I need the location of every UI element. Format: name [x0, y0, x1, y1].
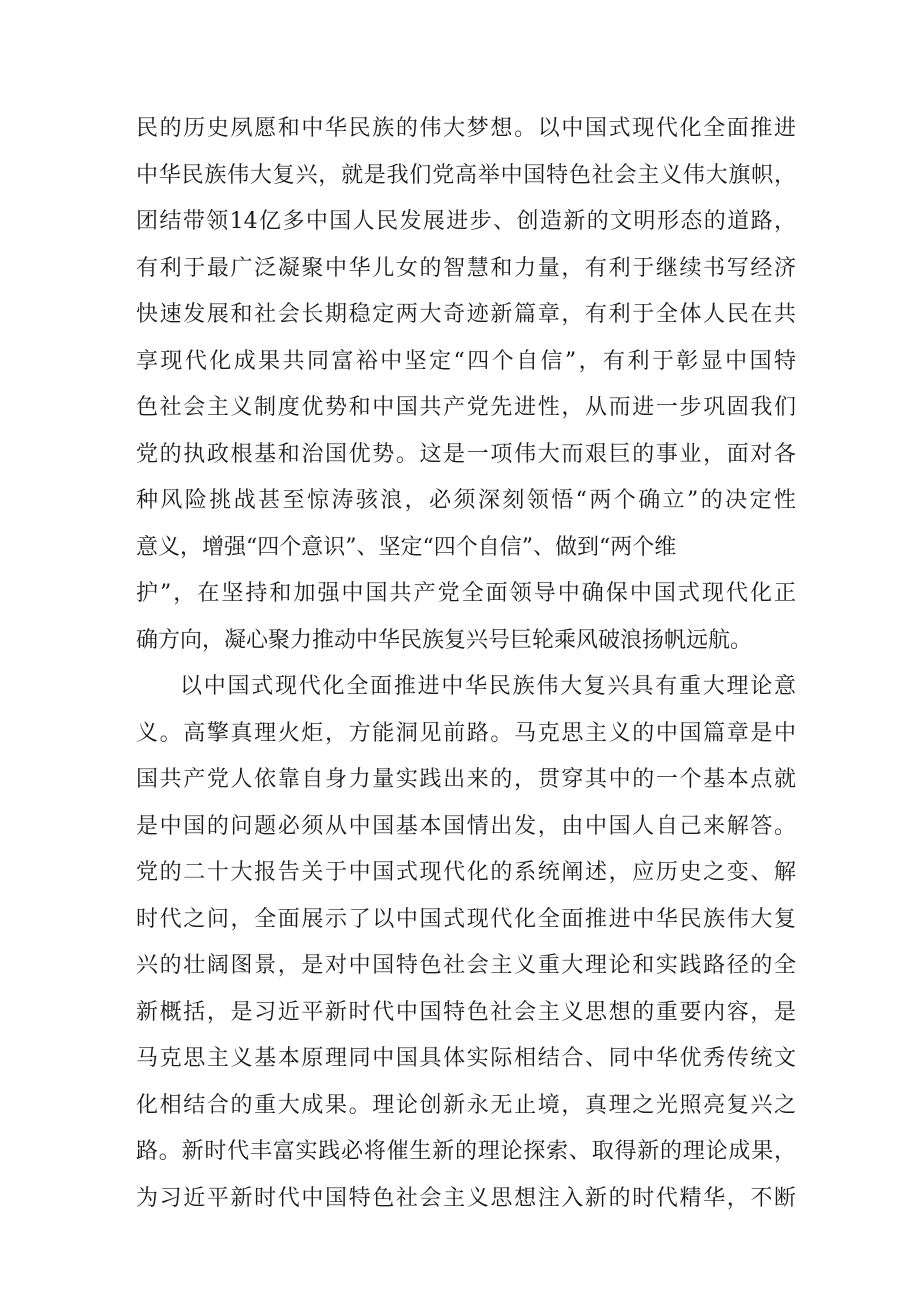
- text-line: 时代之问，全面展示了以中国式现代化全面推进中华民族伟大复: [136, 906, 796, 932]
- text-line: 兴的壮阔图景，是对中国特色社会主义重大理论和实践路径的全: [136, 953, 796, 978]
- text-line: 享现代化成果共同富裕中坚定“四个自信”，有利于彰显中国特: [136, 348, 796, 374]
- text-line: 种风险挑战甚至惊涛骇浪，必须深刻领悟“两个确立”的决定性: [136, 488, 796, 513]
- text-line: 中华民族伟大复兴，就是我们党高举中国特色社会主义伟大旗帜，: [136, 162, 796, 188]
- text-line: 确方向，凝心聚力推动中华民族复兴号巨轮乘风破浪扬帆远航。: [136, 627, 753, 653]
- text-line: 有利于最广泛凝聚中华儿女的智慧和力量，有利于继续书写经济: [136, 255, 796, 281]
- text-line: 意义，增强“四个意识”、坚定“四个自信”、做到“两个维: [136, 534, 677, 560]
- text-line: 化相结合的重大成果。理论创新永无止境，真理之光照亮复兴之: [136, 1092, 796, 1118]
- text-line: 党的二十大报告关于中国式现代化的系统阐述，应历史之变、解: [136, 860, 796, 885]
- text-line: 马克思主义基本原理同中国具体实际相结合、同中华优秀传统文: [136, 1046, 796, 1071]
- text-line: 路。新时代丰富实践必将催生新的理论探索、取得新的理论成果，: [136, 1139, 796, 1164]
- text-line: 以中国式现代化全面推进中华民族伟大复兴具有重大理论意: [180, 674, 796, 699]
- text-line: 是中国的问题必须从中国基本国情出发，由中国人自己来解答。: [136, 813, 796, 839]
- text-line: 色社会主义制度优势和中国共产党先进性，从而进一步巩固我们: [136, 395, 796, 420]
- paragraph-1: [136, 106, 796, 664]
- text-line: 义。高擎真理火炬，方能洞见前路。马克思主义的中国篇章是中: [136, 720, 796, 746]
- body-text: [136, 106, 796, 1222]
- text-line: 党的执政根基和治国优势。这是一项伟大而艰巨的事业，面对各: [136, 441, 796, 467]
- text-line: 民的历史夙愿和中华民族的伟大梦想。以中国式现代化全面推进: [136, 116, 796, 141]
- text-line: 护”，在坚持和加强中国共产党全面领导中确保中国式现代化正: [136, 581, 796, 606]
- text-line: 国共产党人依靠自身力量实践出来的，贯穿其中的一个基本点就: [136, 767, 796, 792]
- paragraph-2: [136, 664, 796, 1222]
- text-line: 快速发展和社会长期稳定两大奇迹新篇章，有利于全体人民在共: [136, 302, 796, 327]
- text-line: 团结带领14亿多中国人民发展进步、创造新的文明形态的道路，: [136, 209, 796, 234]
- text-line: 新概括，是习近平新时代中国特色社会主义思想的重要内容，是: [136, 999, 796, 1025]
- text-line: 为习近平新时代中国特色社会主义思想注入新的时代精华，不断: [136, 1185, 796, 1211]
